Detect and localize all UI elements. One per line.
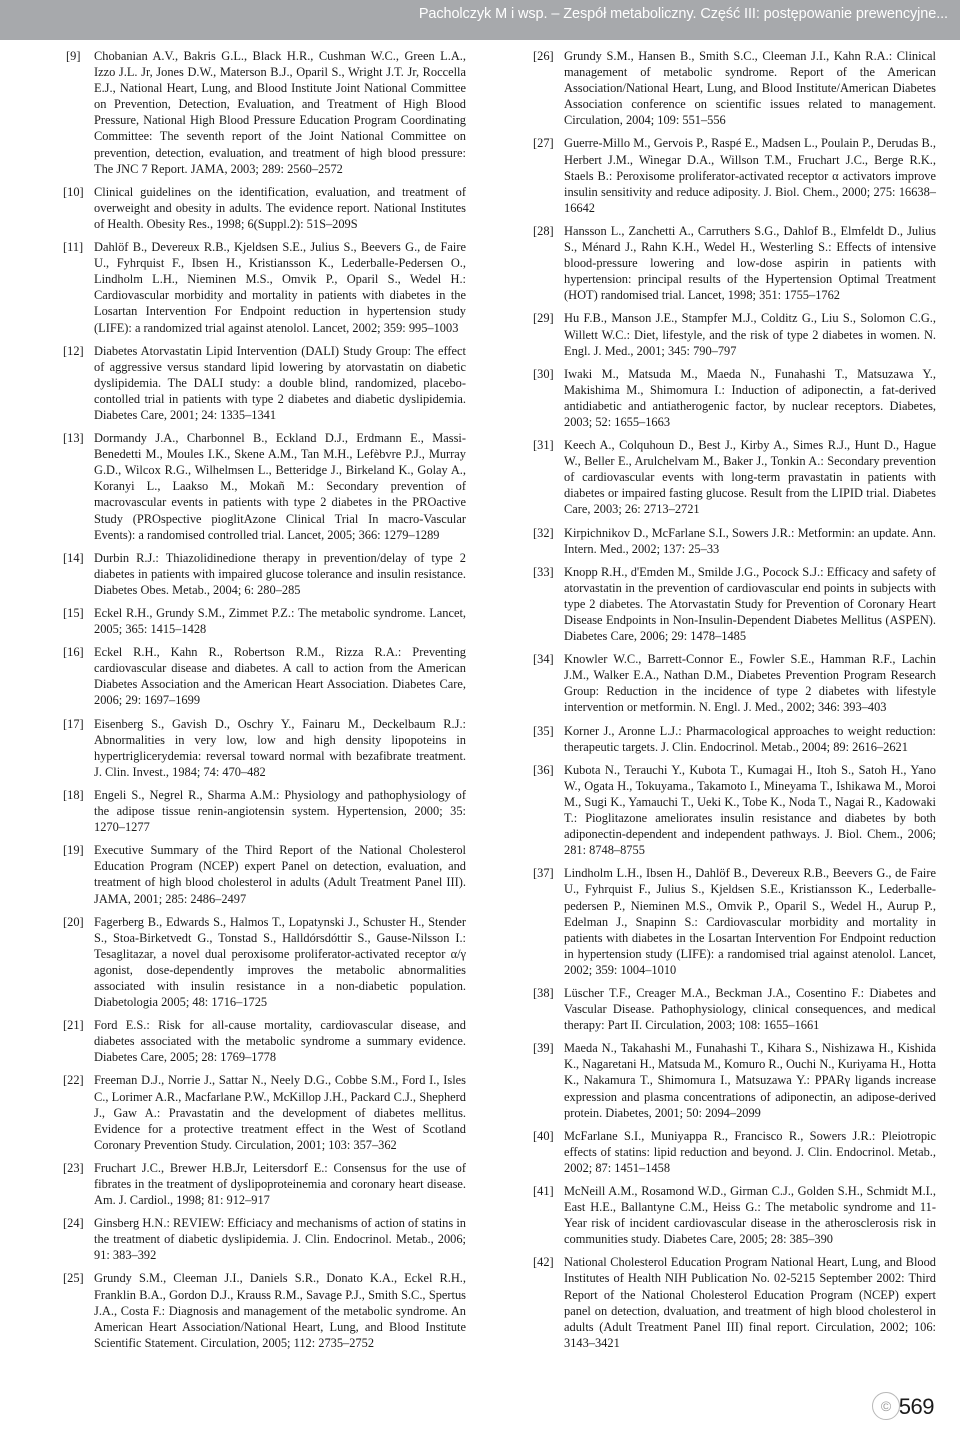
reference-item [63, 605, 466, 637]
reference-item [533, 1128, 936, 1176]
reference-number: [30] [533, 366, 554, 381]
reference-item [533, 985, 936, 1033]
reference-item [533, 525, 936, 557]
reference-item [63, 716, 466, 780]
reference-text: Executive Summary of the Third Report of the National Cholesterol Education Program (NCEP) expert Panel on detection, evaluation, and treatment of high blood cholesterol in adults (Adult Treatment Panel III). JAMA, 2001; 285: 2486–2497 [94, 843, 466, 906]
reference-text: Lüscher T.F., Creager M.A., Beckman J.A., Cosentino F.: Diabetes and Vascular Disease. Pathophysiology, clinical consequences, and medical therapy: Part II. Circulation, 2003; 108: 1655–1661 [564, 985, 936, 1033]
references-left-column [63, 48, 466, 1358]
reference-item [533, 1254, 936, 1351]
reference-item [63, 914, 466, 1011]
reference-number: [35] [533, 723, 554, 738]
reference-text: Grundy S.M., Cleeman J.I., Daniels S.R., Donato K.A., Eckel R.H., Franklin B.A., Gordon D.J., Krauss R.M., Savage P.J., Smith S.C., Spertus J.A., Costa F.: Diagnosis and management of the metabolic syndrome. An American Heart Association/National Heart, Lung, and Blood Institute Scientific Statement. Circulation, 2005; 112: 2735–2752 [94, 1271, 466, 1350]
reference-number: [25] [63, 1271, 84, 1286]
reference-text: Eckel R.H., Grundy S.M., Zimmet P.Z.: The metabolic syndrome. Lancet, 2005; 365: 1415–1428 [94, 606, 466, 637]
reference-text: Fruchart J.C., Brewer H.B.Jr, Leitersdorf E.: Consensus for the use of fibrates in the treatment of dyslipoproteinemia and coronary heart disease. Am. J. Cardiol., 1998; 81: 912–917 [94, 1160, 466, 1208]
reference-text: Freeman D.J., Norrie J., Sattar N., Neely D.G., Cobbe S.M., Ford I., Isles C., Lorimer A.R., Macfarlane P.W., McKillop J.H., Packard C.J., Shepherd J., Gaw A.: Pravastatin and the development of diabetes mellitus. Evidence for a protective treatment effect in the West of Scotland Coronary Prevention Study. Circulation, 2001; 103: 357–362 [94, 1073, 466, 1152]
reference-item [63, 550, 466, 598]
reference-text: Engeli S., Negrel R., Sharma A.M.: Physiology and pathophysiology of the adipose tissue renin-angiotensin system. Hypertension, 2000; 35: 1270–1277 [94, 787, 466, 835]
reference-number: [40] [533, 1128, 554, 1143]
reference-number: [29] [533, 311, 554, 326]
reference-number: [11] [63, 240, 84, 255]
reference-item [533, 310, 936, 358]
reference-item [533, 723, 936, 755]
reference-text: Grundy S.M., Hansen B., Smith S.C., Cleeman J.I., Kahn R.A.: Clinical management of metabolic syndrome. Report of the American Association/National Heart, Lung, and Blood Institute/American Diabetes Association conference on scientific issues related to management. Circulation, 2004; 109: 551–556 [564, 49, 936, 128]
reference-number: [19] [63, 843, 84, 858]
reference-number: [18] [63, 787, 84, 802]
reference-number: [9] [66, 49, 81, 63]
reference-text: Clinical guidelines on the identification, evaluation, and treatment of overweight and obesity in adults. The evidence report. National Institutes of Health. Obesity Res., 1998; 6(Suppl.2): 51S–209S [94, 184, 466, 231]
running-title: Pacholczyk M i wsp. – Zespół metaboliczny. Część III: postępowanie prewencyjne... [418, 6, 948, 22]
reference-text: Dahlöf B., Devereux R.B., Kjeldsen S.E., Julius S., Beevers G., de Faire U., Fyhrquist F., Ibsen H., Kristiansson K., Lederballe-Pedersen O., Lindholm L.H., Nieminen M.S., Omvik P., Oparil S., Wedel H.: Cardiovascular morbidity and mortality in patients with diabetes in the Losartan Intervention For Endpoint reduction in hypertension study (LIFE): a randomized trial against atenolol. Lancet, 2002; 359: 995–1003 [94, 240, 466, 335]
reference-text: McNeill A.M., Rosamond W.D., Girman C.J., Golden S.H., Schmidt M.I., East H.E., Ballantyne C.M., Heiss G.: The metabolic syndrome and 11-Year risk of incident cardiovascular disease in the atherosclerosis risk in communities study. Diabetes Care, 2005; 28: 385–390 [564, 1184, 936, 1247]
reference-item [533, 366, 936, 430]
reference-item [63, 343, 466, 423]
reference-item [533, 651, 936, 715]
reference-text: Chobanian A.V., Bakris G.L., Black H.R., Cushman W.C., Green L.A., Izzo J.L. Jr, Jones D.W., Materson B.J., Oparil S., Wright J.T. Jr, Roccella E.J., National Heart, Lung, and Blood Institute Joint National Committee on Prevention, Detection, Evaluation, and Treatment of High Blood Pressure, National High Blood Pressure Education Program Coordinating Committee: The seventh report of the Joint National Committee on prevention, detection, evaluation, and treatment of high blood pressure: The JNC 7 Report. JAMA, 2003; 289: 2560–2572 [94, 49, 466, 176]
reference-number: [15] [63, 606, 84, 620]
reference-item [63, 1072, 466, 1152]
reference-item [533, 1183, 936, 1247]
reference-item [63, 842, 466, 906]
reference-text: Knowler W.C., Barrett-Connor E., Fowler S.E., Hamman R.F., Lachin J.M., Walker E.A., Nathan D.M., Diabetes Prevention Program Research Group: Reduction in the incidence of type 2 diabetes with lifestyle intervention or metformin. N. Engl. J. Med., 2002; 346: 393–403 [564, 652, 936, 715]
reference-number: [16] [63, 645, 84, 660]
reference-number: [10] [63, 184, 84, 199]
reference-item [63, 430, 466, 543]
reference-number: [17] [63, 716, 84, 731]
reference-text: Lindholm L.H., Ibsen H., Dahlöf B., Devereux R.B., Beevers G., de Faire U., Fyhrquist F., Julius S., Kjeldsen S.E., Kristiansson K., Lederballe-pedersen P., Nieminen M.S., Omvik P., Oparil S., Wedel H., Aurup P., Edelman J., Snapinn S.: Cardiovascular morbidity and mortality in patients with diabetes in the Losartan Intervention For Endpoint reduction in hypertension study (LIFE): a randomised trial against atenolol. Lancet, 2002; 359: 1004–1010 [564, 866, 936, 977]
reference-text: Hu F.B., Manson J.E., Stampfer M.J., Colditz G., Liu S., Solomon C.G., Willett W.C.: Diet, lifestyle, and the risk of type 2 diabetes in women. N. Engl. J. Med., 2001; 345: 790–797 [564, 311, 936, 358]
reference-text: Eckel R.H., Kahn R., Robertson R.M., Rizza R.A.: Preventing cardiovascular disease and diabetes. A call to action from the American Diabetes Association and the American Heart Association. Diabetes Care, 2006; 29: 1697–1699 [94, 645, 466, 708]
reference-item [63, 1160, 466, 1208]
reference-number: [26] [533, 49, 554, 63]
reference-number: [13] [63, 431, 84, 446]
reference-number: [23] [63, 1160, 84, 1175]
reference-text: Guerre-Millo M., Gervois P., Raspé E., Madsen L., Poulain P., Derudas B., Herbert J.M., Winegar D.A., Willson T.M., Fruchart J.C., Berge R.K., Staels B.: Peroxisome proliferator-activated receptor α activators improve insulin sensitivity and reduce adiposity. J. Biol. Chem., 2000; 275: 16638–16642 [564, 136, 936, 215]
reference-number: [31] [533, 438, 554, 453]
reference-number: [41] [533, 1184, 554, 1198]
reference-text: Iwaki M., Matsuda M., Maeda N., Funahashi T., Matsuzawa Y., Makishima M., Shimomura I.: Induction of adiponectin, a fat-derived antidiabetic and antiatherogenic factor, by nuclear receptors. Diabetes, 2003; 52: 1655–1663 [564, 366, 936, 429]
reference-text: Fagerberg B., Edwards S., Halmos T., Lopatynski J., Schuster H., Stender S., Stoa-Birketvedt G., Tonstad S., Halldórsdóttir S., Gause-Nilsson I.: Tesaglitazar, a novel dual peroxisome proliferator-activated receptor α/γ agonist, dose-dependently improves the metabolic abnormalities associated with insulin resistance in a non-diabetic population. Diabetologia 2005; 48: 1716–1725 [94, 914, 466, 1010]
reference-number: [22] [63, 1073, 84, 1088]
page-number: 569 [898, 1394, 934, 1419]
reference-number: [39] [533, 1041, 554, 1056]
references-right-column [533, 48, 936, 1358]
reference-text: Diabetes Atorvastatin Lipid Intervention (DALI) Study Group: The effect of aggressive versus standard lipid lowering by atorvastatin on diabetic dyslipidemia. The DALI study: a double blind, randomized, placebo-contolled trial in patients with type 2 diabetes and diabetic dyslipidemia. Diabetes Care, 2001; 24: 1335–1341 [94, 343, 466, 422]
reference-text: Durbin R.J.: Thiazolidinedione therapy in prevention/delay of type 2 diabetes in patients with impaired glucose tolerance and insulin resistance. Diabetes Obes. Metab., 2004; 6: 280–285 [94, 550, 466, 597]
reference-item [533, 762, 936, 859]
reference-text: McFarlane S.I., Muniyappa R., Francisco R., Sowers J.R.: Pleiotropic effects of statins: lipid reduction and beyond. J. Clin. Endocrinol. Metab., 2002; 87: 1451–1458 [564, 1128, 936, 1175]
reference-item [533, 865, 936, 978]
reference-number: [33] [533, 564, 554, 579]
reference-item [533, 437, 936, 517]
reference-text: Korner J., Aronne L.J.: Pharmacological approaches to weight reduction: therapeutic targets. J. Clin. Endocrinol. Metab., 2004; 89: 2616–2621 [564, 723, 936, 754]
reference-text: Eisenberg S., Gavish D., Oschry Y., Fainaru M., Deckelbaum R.J.: Abnormalities in very low, low and high density lipopoteins in hypertriglicerydemia: reversal toward normal with bezafibrate treatment. J. Clin. Invest., 1984; 74: 470–482 [94, 716, 466, 779]
reference-number: [42] [533, 1255, 554, 1270]
reference-number: [20] [63, 914, 84, 929]
reference-text: National Cholesterol Education Program National Heart, Lung, and Blood Institutes of Health NIH Publication No. 02-5215 September 2002: Third Report of the National Cholesterol Education Program (NCEP) expert panel on detection, dvaluation, and treatment of high blood cholesterol in adults (Adult Treatment Panel III) final report. Circulation, 2002; 106: 3143–3421 [564, 1255, 936, 1350]
reference-item [63, 1017, 466, 1065]
reference-number: [37] [533, 866, 554, 881]
reference-item [63, 239, 466, 336]
reference-item [66, 48, 466, 177]
reference-item [63, 1215, 466, 1263]
reference-number: [27] [533, 136, 554, 151]
reference-number: [38] [533, 985, 554, 1000]
reference-item [63, 184, 466, 232]
reference-number: [14] [63, 550, 84, 565]
reference-number: [36] [533, 762, 554, 777]
reference-item [533, 1040, 936, 1120]
reference-number: [32] [533, 525, 554, 540]
reference-text: Ginsberg H.N.: REVIEW: Efficiacy and mechanisms of action of statins in the treatment of diabetic dyslipidemia. J. Clin. Endocrinol. Metab., 2006; 91: 383–392 [94, 1216, 466, 1263]
reference-item [63, 644, 466, 708]
reference-number: [24] [63, 1216, 84, 1231]
reference-number: [28] [533, 223, 554, 238]
reference-item [533, 135, 936, 215]
running-header-band [0, 0, 960, 40]
reference-number: [12] [63, 343, 84, 358]
reference-text: Hansson L., Zanchetti A., Carruthers S.G., Dahlof B., Elmfeldt D., Julius S., Ménard J., Rahn K.H., Wedel H., Westerling S.: Effects of intensive blood-pressure lowering and low-dose aspirin in patients with hypertension: principal results of the Hypertension Optimal Treatment (HOT) randomised trial. Lancet, 1998; 351: 1755–1762 [564, 223, 936, 303]
reference-text: Kubota N., Terauchi Y., Kubota T., Kumagai H., Itoh S., Satoh H., Yano W., Ogata H., Tokuyama., Takamoto I., Mineyama T., Ishikawa M., Moroi M., Sugi K., Yamauchi T., Ueki K., Tobe K., Noda T., Nagai R., Kadowaki T.: Pioglitazone ameliorates insulin resistance and diabetes by both adiponectin-dependent and independent pathways. J. Biol. Chem., 2006; 281: 8748–8755 [564, 762, 936, 858]
reference-text: Knopp R.H., d'Emden M., Smilde J.G., Pocock S.J.: Efficacy and safety of atorvastatin in the prevention of cardiovascular end points in subjects with type 2 diabetes. The Atorvastatin Study for Prevention of Coronary Heart Disease Endpoints in Non-Insulin-Dependent Diabetes Mellitus (ASPEN). Diabetes Care, 2006; 29: 1478–1485 [564, 564, 936, 644]
reference-item [533, 564, 936, 644]
reference-number: [34] [533, 652, 554, 667]
reference-text: Dormandy J.A., Charbonnel B., Eckland D.J., Erdmann E., Massi-Benedetti M., Moules I.K., Skene A.M., Tan M.H., Lefèbvre P.J., Murray G.D., Wilcox R.G., Wilhelmsen L., Betteridge J., Birkeland K., Golay A., Koranyi L., Laakso M., Mokañ M.: Secondary prevention of macrovascular events in patients with type 2 diabetes in the PROactive Study (PROspective pioglitAzone Clinical Trial In macro-Vascular Events): a randomised controlled trial. Lancet, 2005; 366: 1279–1289 [94, 431, 466, 542]
copyright-watermark-icon: © [872, 1392, 900, 1420]
reference-text: Maeda N., Takahashi M., Funahashi T., Kihara S., Nishizawa H., Kishida K., Nagaretani H., Matsuda M., Komuro R., Ouchi N., Kuriyama H., Hotta K., Nakamura T., Shimomura I., Matsuzawa Y.: PPARγ ligands increase expression and plasma concentrations of adiponectin, an adipose-derived protein. Diabetes, 2001; 50: 2094–2099 [564, 1041, 936, 1120]
reference-item [63, 787, 466, 835]
reference-item [533, 223, 936, 303]
reference-text: Keech A., Colquhoun D., Best J., Kirby A., Simes R.J., Hunt D., Hague W., Beller E., Arulchelvam M., Baker J., Tonkin A.: Secondary prevention of cardiovascular events with long-term pravastatin in patients with diabetes or impaired fasting glucose. Result from the LIPID trial. Diabetes Care, 2003; 26: 2713–2721 [564, 438, 936, 517]
reference-item [63, 1270, 466, 1350]
reference-text: Kirpichnikov D., McFarlane S.I., Sowers J.R.: Metformin: an update. Ann. Intern. Med., 2002; 137: 25–33 [564, 525, 936, 556]
reference-text: Ford E.S.: Risk for all-cause mortality, cardiovascular disease, and diabetes associated with the metabolic syndrome a summary evidence. Diabetes Care, 2005; 28: 1769–1778 [94, 1018, 466, 1065]
reference-number: [21] [63, 1018, 84, 1033]
reference-item [533, 48, 936, 128]
